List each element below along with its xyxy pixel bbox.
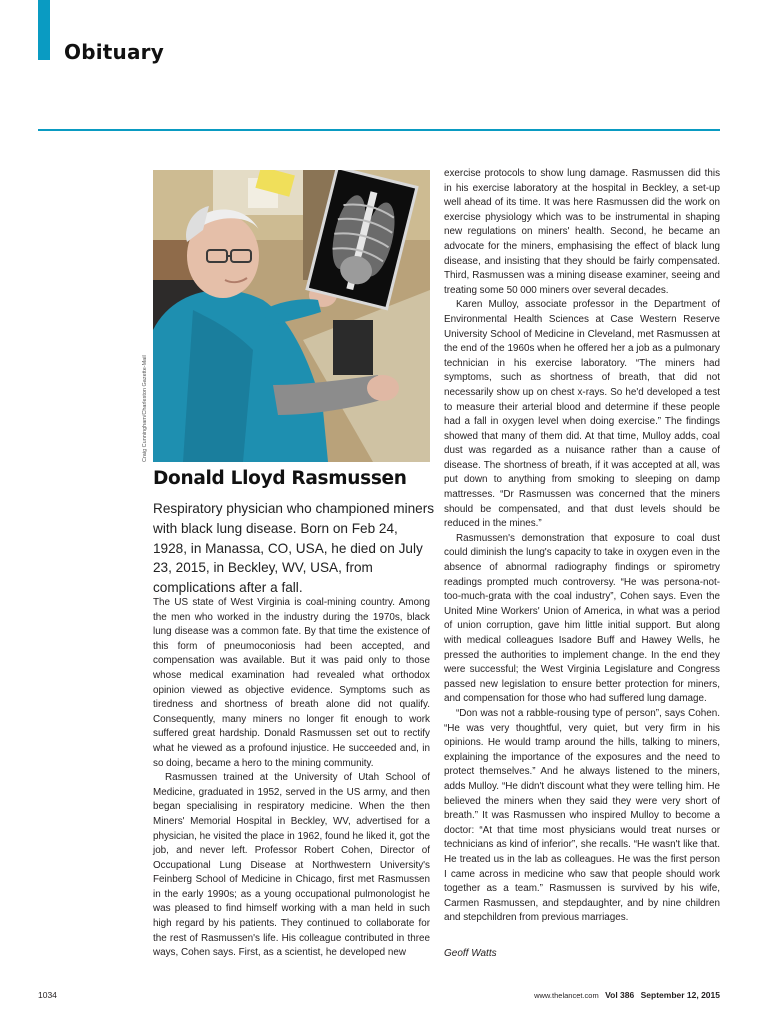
journal-website-link[interactable]: www.thelancet.com: [534, 991, 599, 1000]
obituary-name: Donald Lloyd Rasmussen: [153, 468, 407, 489]
body-paragraph: Rasmussen's demonstration that exposure to coal dust could diminish the lung's capacity to take in oxygen even in the absence of abnormal radiography findings or spirometry readings prompted much controversy. “He was persona-not-too-much-grata with the coal industry”, Cohen says. Even the United Mine Workers' Union of America, in what was a period of union corruption, gave him little initial support. But along with medical colleagues Isadore Buff and Hawey Wells, he pressed the authorities to implement change. In the end they were successful; the West Virginia Legislature and Congress passed new legislation to ensure better protection for miners, and compensation for those who had suffered lung damage.: [444, 532, 720, 705]
portrait-photo: [153, 170, 430, 462]
body-paragraph: Rasmussen trained at the University of Utah School of Medicine, graduated in 1952, served in the US army, and then began specialising in respiratory medicine. When the then Miners' Memorial Hospital in Beckley, WV, advertised for a physician, he visited the place in 1962, found he liked it, got the job, and never left. Professor Robert Cohen, Director of Occupational Lung Disease at Northwestern University's Feinberg School of Medicine in Chicago, first met Rasmussen in the early 1990s; as a young occupational pulmonologist he was pleased to find himself working with a man held in such high regard by his patients. They continued to collaborate for the rest of Rasmussen's life. His colleague contributed in three ways, Cohen says. First, as a scientist, he developed new: [153, 772, 430, 959]
footer-citation: [534, 990, 720, 1000]
page-number: 1034: [38, 990, 57, 1000]
body-paragraph: The US state of West Virginia is coal-mining country. Among the men who worked in the industry during the 1970s, black lung disease was a common fate. By that time the existence of this form of pneumoconiosis had been accepted, and compensation was available. But it was paid only to those whose medical examination had revealed what orthodox opinion viewed as objective evidence. Symptoms such as tiredness and shortness of breath alone did not qualify. Consequently, many miners no longer fit enough to work suffered great hardship. Donald Rasmussen set out to rectify what he viewed as a profound injustice. He succeeded and, in so doing, became a hero to the mining community.: [153, 597, 430, 769]
body-paragraph: Karen Mulloy, associate professor in the Department of Environmental Health Sciences at Case Western Reserve University School of Medicine in Cleveland, met Rasmussen at the end of the 1960s when he offered her a job as a pulmonary technician in his exercise laboratory. “The miners had symptoms, such as shortness of breath, that did not necessarily show up on chest x-rays. So he'd developed a test to measure their arterial blood and determine if these people had a fall in oxygen level when doing exercise.” The findings showed that many of them did. At that time, Mulloy adds, coal dust was regarded as a nuisance rather than a cause of disease. The shortness of breath, if it was accepted at all, was put down to anything from smoking to sleeping on damp mattresses. “Dr Rasmussen was concerned that the miners should be compensated, and that dust levels should be reduced in the mines.”: [444, 299, 720, 530]
author-byline: Geoff Watts: [444, 948, 497, 959]
photo-credit: Craig Cunningham/Charleston Gazette-Mail: [142, 355, 148, 462]
volume-label: Vol 386: [605, 990, 635, 1000]
body-paragraph: exercise protocols to show lung damage. Rasmussen did this in his exercise laboratory at the hospital in Beckley, a set-up well ahead of its time. It was here Rasmussen did the work on exercise physiology which was to be instrumental in shaping new regulations on miners' health. Second, he became an advocate for the miners, emphasising the effect of black lung disease, and insisting that they should be fairly compensated. Third, Rasmussen was a mining disease examiner, seeing and treating some 50 000 miners over several decades.: [444, 168, 720, 296]
section-title: Obituary: [64, 40, 164, 64]
obituary-summary: Respiratory physician who championed miners with black lung disease. Born on Feb 24, 1928, in Manassa, CO, USA, he died on July 23, 2015, in Beckley, WV, USA, from complications after a fall.: [153, 501, 435, 596]
left-column: [153, 596, 430, 961]
body-paragraph: “Don was not a rabble-rousing type of person”, says Cohen. “He was very thoughtful, very quiet, but very firm in his opinions. He would tramp around the hills, talking to miners, explaining the importance of the exposures and the need to protect themselves.” And he always listened to the miners, adds Mulloy. “He didn't discount what they were telling him. He believed the miners when they said they were very short of breath.” It was Rasmussen who inspired Mulloy to become a doctor: “At that time most physicians would treat nurses or technicians as kind of inferior”, she recalls. “He wasn't like that. He treated us in the lab as colleagues. He was the first person I came across in medicine who saw that people should work together as a team.” Rasmussen is survived by his wife, Carmen Rasmussen, and stepdaughter, and by nine children and stepchildren from previous marriages.: [444, 707, 720, 924]
right-column: [444, 167, 720, 926]
section-accent-bar: [38, 0, 50, 60]
header-rule: [38, 129, 720, 131]
issue-date: September 12, 2015: [640, 990, 720, 1000]
